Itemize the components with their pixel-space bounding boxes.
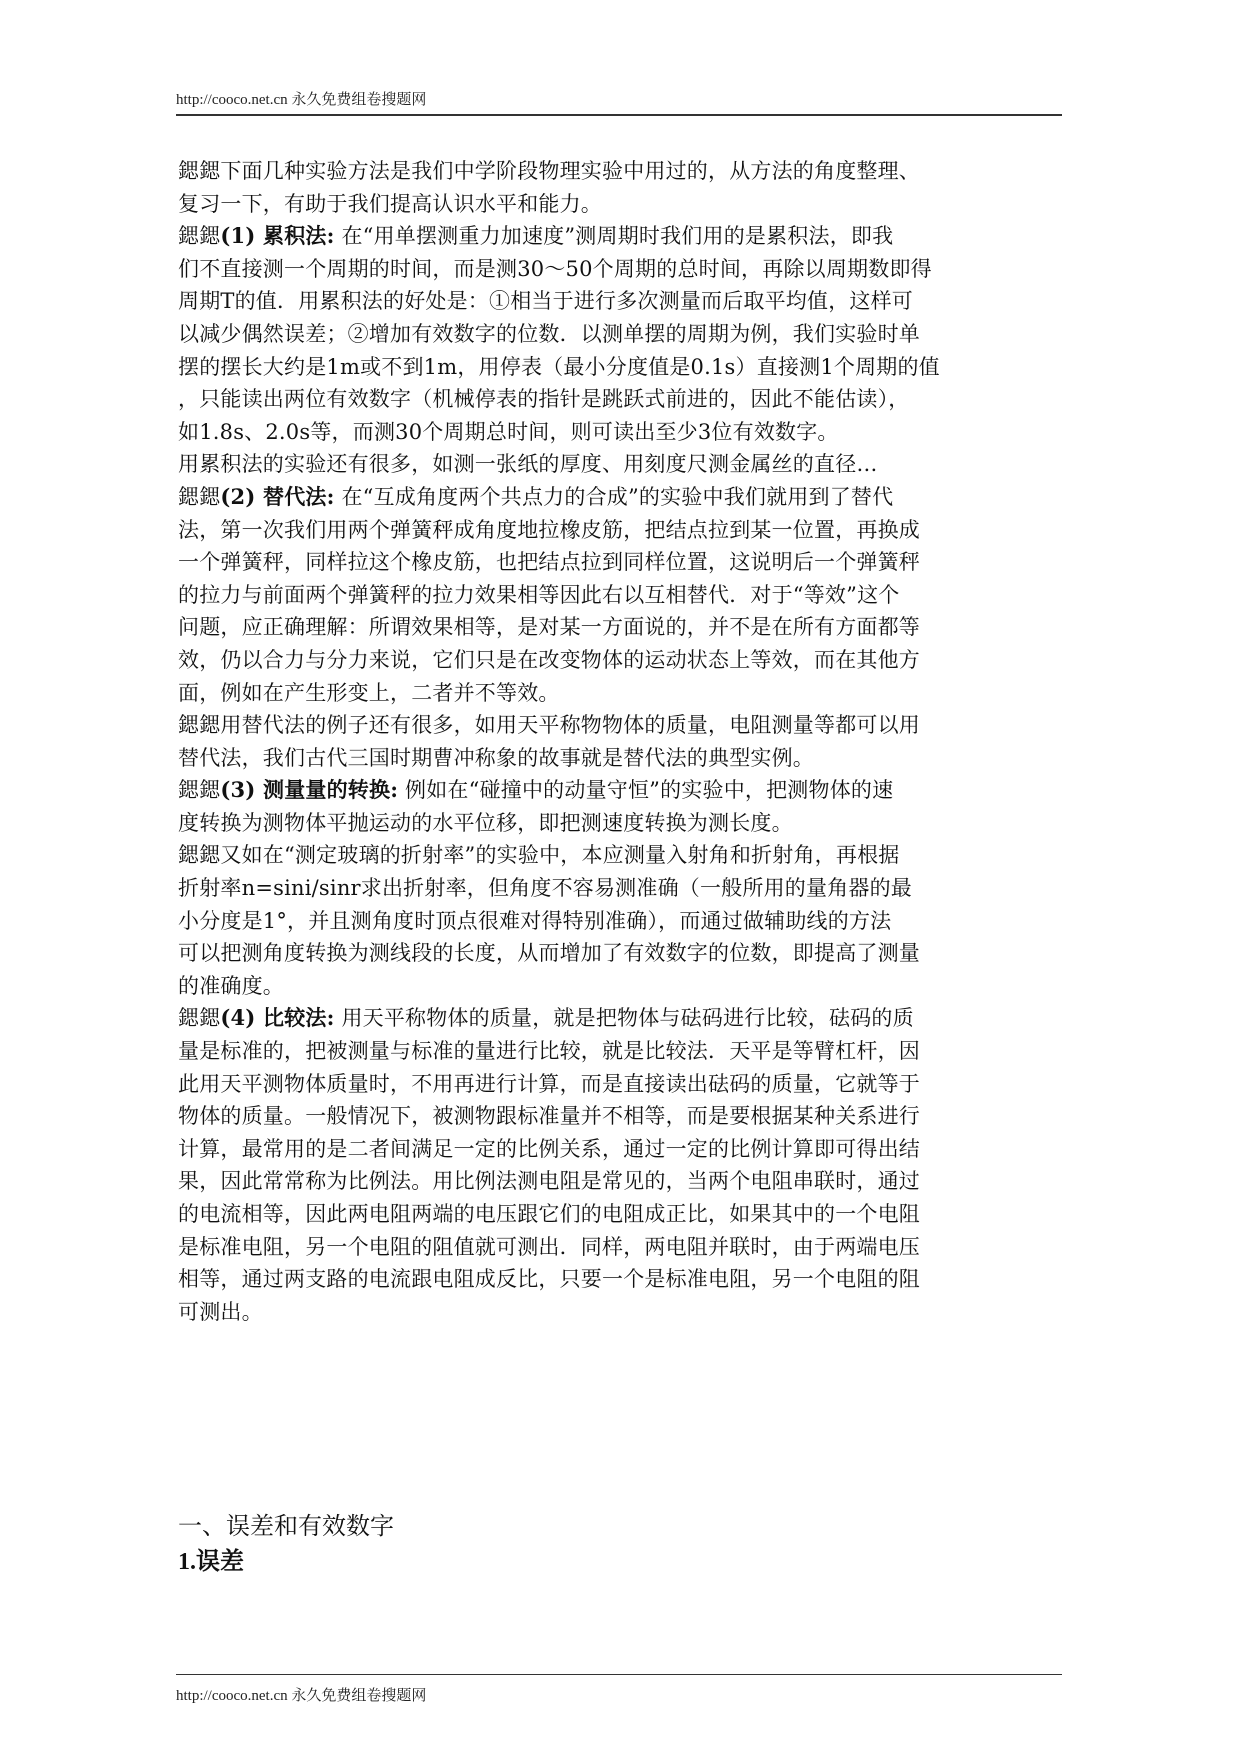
body-text: 们不直接测一个周期的时间，而是测30～50个周期的总时间，再除以周期数即得 bbox=[178, 256, 932, 281]
footer-rule bbox=[176, 1674, 1062, 1675]
method-title: (3) 测量量的转换: bbox=[220, 777, 399, 803]
body-text: 一个弹簧秤，同样拉这个橡皮筋，也把结点拉到同样位置，这说明后一个弹簧秤 bbox=[178, 550, 920, 575]
body-line bbox=[178, 351, 1062, 384]
body-text: 在“用单摆测重力加速度”测周期时我们用的是累积法，即我 bbox=[334, 224, 894, 249]
body-text: 度转换为测物体平抛运动的水平位移，即把测速度转换为测长度。 bbox=[178, 810, 793, 835]
body-text: ，只能读出两位有效数字（机械停表的指针是跳跃式前进的，因此不能估读）， bbox=[178, 387, 910, 412]
body-text: 以减少偶然误差；②增加有效数字的位数．以测单摆的周期为例，我们实验时单 bbox=[178, 321, 920, 346]
body-line bbox=[178, 970, 1062, 1003]
body-line bbox=[178, 579, 1062, 612]
body-line bbox=[178, 383, 1062, 416]
body-text: 可以把测角度转换为测线段的长度，从而增加了有效数字的位数，即提高了测量 bbox=[178, 941, 920, 966]
method-title: (2) 替代法: bbox=[220, 483, 335, 509]
body-line bbox=[178, 937, 1062, 970]
method-title: (1) 累积法: bbox=[220, 223, 335, 249]
body-line bbox=[178, 872, 1062, 905]
body-text: 复习一下，有助于我们提高认识水平和能力。 bbox=[178, 191, 602, 216]
body-line bbox=[178, 1231, 1062, 1264]
body-text: 问题，应正确理解：所谓效果相等，是对某一方面说的，并不是在所有方面都等 bbox=[178, 615, 920, 640]
body-text: 小分度是1°，并且测角度时顶点很难对得特别准确），而通过做辅助线的方法 bbox=[178, 908, 892, 933]
body-line bbox=[178, 644, 1062, 677]
body-text: 的拉力与前面两个弹簧秤的拉力效果相等因此右以互相替代．对于“等效”这个 bbox=[178, 582, 900, 607]
body-text: 周期T的值．用累积法的好处是：①相当于进行多次测量而后取平均值，这样可 bbox=[178, 289, 914, 314]
body-line bbox=[178, 611, 1062, 644]
page-header: http://cooco.net.cn 永久免费组卷搜题网 bbox=[176, 92, 427, 108]
body-line bbox=[178, 1068, 1062, 1101]
body-text: 鍶鍶 bbox=[178, 1006, 221, 1031]
body-line bbox=[178, 677, 1062, 710]
body-line bbox=[178, 1002, 1062, 1035]
body-line bbox=[178, 839, 1062, 872]
body-text: 在“互成角度两个共点力的合成”的实验中我们就用到了替代 bbox=[334, 484, 894, 509]
body-text: 用累积法的实验还有很多，如测一张纸的厚度、用刻度尺测金属丝的直径… bbox=[178, 452, 878, 477]
body-text: 如1.8s、2.0s等，而测30个周期总时间，则可读出至少3位有效数字。 bbox=[178, 419, 839, 444]
body-line bbox=[178, 318, 1062, 351]
body-line bbox=[178, 905, 1062, 938]
body-text: 此用天平测物体质量时，不用再进行计算，而是直接读出砝码的质量，它就等于 bbox=[178, 1071, 920, 1096]
body-text: 例如在“碰撞中的动量守恒”的实验中，把测物体的速 bbox=[398, 778, 894, 803]
page-footer: http://cooco.net.cn 永久免费组卷搜题网 bbox=[176, 1688, 427, 1704]
method-title: (4) 比较法: bbox=[220, 1005, 335, 1031]
body-line bbox=[178, 416, 1062, 449]
body-text: 可测出。 bbox=[178, 1299, 263, 1324]
body-line bbox=[178, 1035, 1062, 1068]
body-line bbox=[178, 448, 1062, 481]
body-line bbox=[178, 514, 1062, 547]
body-text: 效，仍以合力与分力来说，它们只是在改变物体的运动状态上等效，而在其他方 bbox=[178, 647, 920, 672]
body-line bbox=[178, 481, 1062, 514]
body-text: 折射率n=sini/sinr求出折射率，但角度不容易测准确（一般所用的量角器的最 bbox=[178, 876, 912, 901]
body-text: 鍶鍶 bbox=[178, 224, 221, 249]
body-text: 物体的质量。一般情况下，被测物跟标准量并不相等，而是要根据某种关系进行 bbox=[178, 1104, 920, 1129]
body-text: 摆的摆长大约是1m或不到1m，用停表（最小分度值是0.1s）直接测1个周期的值 bbox=[178, 354, 940, 379]
body-line bbox=[178, 1296, 1062, 1329]
body-line bbox=[178, 1100, 1062, 1133]
body-text: 面，例如在产生形变上，二者并不等效。 bbox=[178, 680, 560, 705]
body-line bbox=[178, 253, 1062, 286]
body-text: 替代法，我们古代三国时期曹冲称象的故事就是替代法的典型实例。 bbox=[178, 745, 814, 770]
body-text: 量是标准的，把被测量与标准的量进行比较，就是比较法．天平是等臂杠杆，因 bbox=[178, 1039, 920, 1064]
document-body bbox=[178, 155, 1062, 1328]
body-line bbox=[178, 220, 1062, 253]
body-line bbox=[178, 155, 1062, 188]
body-text: 法，第一次我们用两个弹簧秤成角度地拉橡皮筋，把结点拉到某一位置，再换成 bbox=[178, 517, 920, 542]
body-text: 鍶鍶又如在“测定玻璃的折射率”的实验中，本应测量入射角和折射角，再根据 bbox=[178, 843, 900, 868]
body-line bbox=[178, 774, 1062, 807]
body-line bbox=[178, 742, 1062, 775]
body-text: 的电流相等，因此两电阻两端的电压跟它们的电阻成正比，如果其中的一个电阻 bbox=[178, 1202, 920, 1226]
body-text: 鍶鍶用替代法的例子还有很多，如用天平称物物体的质量，电阻测量等都可以用 bbox=[178, 713, 920, 738]
body-text: 鍶鍶 bbox=[178, 484, 221, 509]
body-line bbox=[178, 807, 1062, 840]
body-line bbox=[178, 1165, 1062, 1198]
body-line bbox=[178, 188, 1062, 221]
body-text: 是标准电阻，另一个电阻的阻值就可测出．同样，两电阻并联时，由于两端电压 bbox=[178, 1234, 920, 1259]
header-rule bbox=[176, 114, 1062, 116]
body-text: 的准确度。 bbox=[178, 973, 284, 998]
body-line bbox=[178, 546, 1062, 579]
body-text: 鍶鍶 bbox=[178, 778, 221, 803]
body-line bbox=[178, 709, 1062, 742]
body-line bbox=[178, 285, 1062, 318]
section-heading: 一、误差和有效数字 bbox=[178, 1512, 394, 1540]
body-text: 用天平称物体的质量，就是把物体与砝码进行比较，砝码的质 bbox=[334, 1006, 914, 1031]
body-text: 果，因此常常称为比例法。用比例法测电阻是常见的，当两个电阻串联时，通过 bbox=[178, 1169, 920, 1194]
body-text: 相等，通过两支路的电流跟电阻成反比，只要一个是标准电阻，另一个电阻的阻 bbox=[178, 1267, 920, 1292]
body-line bbox=[178, 1263, 1062, 1296]
body-line bbox=[178, 1133, 1062, 1166]
sub-heading: 1.误差 bbox=[178, 1549, 244, 1575]
body-text: 计算，最常用的是二者间满足一定的比例关系，通过一定的比例计算即可得出结 bbox=[178, 1136, 920, 1161]
body-text: 鍶鍶下面几种实验方法是我们中学阶段物理实验中用过的，从方法的角度整理、 bbox=[178, 159, 920, 183]
body-line bbox=[178, 1198, 1062, 1231]
